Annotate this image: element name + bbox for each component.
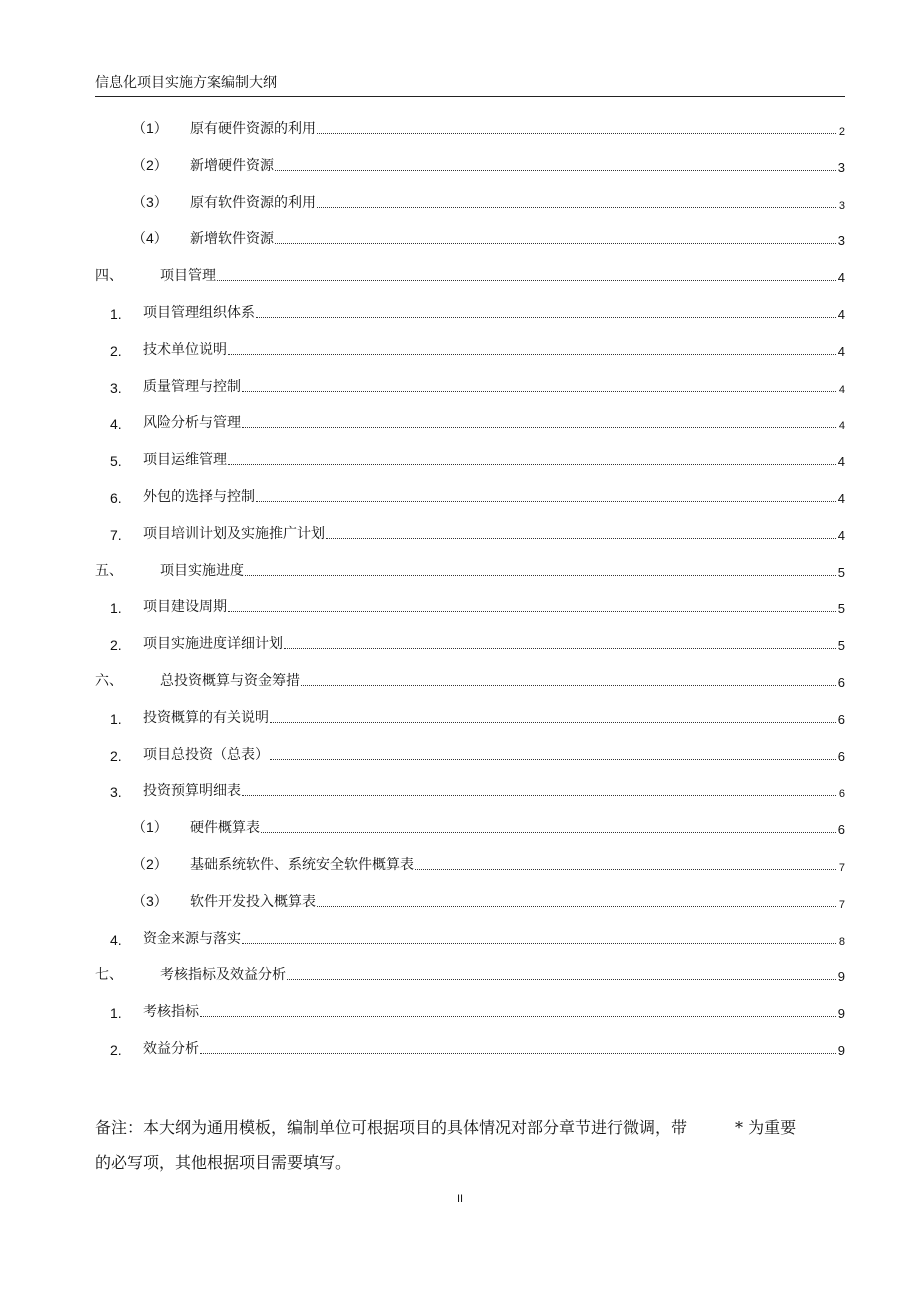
toc-entry-page: 3 <box>837 233 845 248</box>
toc-entry-number: 六、 <box>95 672 123 688</box>
toc-entry-label: 软件开发投入概算表 <box>190 894 316 910</box>
toc-entry-page: 9 <box>837 1043 845 1058</box>
toc-dot-leader <box>301 685 836 686</box>
toc-entry-page: 6 <box>837 712 845 727</box>
toc-entry[interactable] <box>110 521 845 543</box>
toc-entry[interactable] <box>110 484 845 506</box>
toc-entry-label: 考核指标及效益分析 <box>160 967 286 983</box>
toc-entry-label: 资金来源与落实 <box>143 931 241 947</box>
note-line-2: 的必写项，其他根据项目需要填写。 <box>95 1153 352 1172</box>
toc-dot-leader <box>287 979 836 980</box>
toc-entry-label: 质量管理与控制 <box>143 379 241 395</box>
toc-dot-leader <box>200 1053 836 1054</box>
toc-entry[interactable] <box>110 594 845 616</box>
toc-entry-number: 1. <box>110 1005 122 1021</box>
toc-entry-number: 7. <box>110 527 122 543</box>
toc-entry-page: 4 <box>838 420 845 432</box>
toc-entry-label: 项目管理 <box>160 268 216 284</box>
toc-entry[interactable] <box>95 668 845 690</box>
toc-dot-leader <box>284 648 836 649</box>
toc-entry-label: 项目建设周期 <box>143 599 227 615</box>
toc-dot-leader <box>256 501 836 502</box>
toc-entry-number: （3） <box>132 194 168 210</box>
toc-entry[interactable] <box>132 815 845 837</box>
toc-dot-leader <box>256 317 836 318</box>
toc-entry-page: 4 <box>837 528 845 543</box>
toc-entry-page: 6 <box>838 788 845 800</box>
toc-dot-leader <box>228 464 836 465</box>
toc-entry[interactable] <box>95 263 845 285</box>
toc-entry[interactable] <box>132 190 845 212</box>
toc-entry-page: 3 <box>837 160 845 175</box>
toc-entry[interactable] <box>110 742 845 764</box>
toc-entry[interactable] <box>95 558 845 580</box>
toc-dot-leader <box>245 575 836 576</box>
toc-entry-number: 3. <box>110 380 122 396</box>
toc-dot-leader <box>242 427 836 428</box>
toc-entry-page: 8 <box>838 936 845 948</box>
toc-entry-number: 七、 <box>95 966 123 982</box>
toc-entry-label: 总投资概算与资金筹措 <box>160 673 300 689</box>
toc-dot-leader <box>275 243 836 244</box>
toc-entry-page: 5 <box>837 565 845 580</box>
toc-entry-number: 1. <box>110 600 122 616</box>
toc-entry-label: 新增硬件资源 <box>190 158 274 174</box>
toc-entry-number: 1. <box>110 306 122 322</box>
toc-dot-leader <box>317 207 836 208</box>
toc-dot-leader <box>270 759 836 760</box>
toc-entry-label: 投资概算的有关说明 <box>143 710 269 726</box>
toc-entry[interactable] <box>110 374 845 396</box>
toc-entry-label: 风险分析与管理 <box>143 415 241 431</box>
toc-entry[interactable] <box>132 153 845 175</box>
toc-entry[interactable] <box>110 999 845 1021</box>
toc-entry-page: 9 <box>837 1006 845 1021</box>
toc-entry[interactable] <box>110 926 845 948</box>
toc-entry[interactable] <box>110 1036 845 1058</box>
toc-entry-page: 5 <box>837 601 845 616</box>
toc-entry-number: 5. <box>110 453 122 469</box>
toc-entry-page: 4 <box>838 384 845 396</box>
page-number: II <box>456 1193 464 1205</box>
toc-entry-label: 项目实施进度 <box>160 563 244 579</box>
toc-entry-number: （2） <box>132 157 168 173</box>
toc-dot-leader <box>275 170 836 171</box>
toc-entry-label: 项目实施进度详细计划 <box>143 636 283 652</box>
toc-entry-label: 考核指标 <box>143 1004 199 1020</box>
toc-dot-leader <box>200 1016 836 1017</box>
toc-dot-leader <box>326 538 836 539</box>
toc-entry-page: 4 <box>837 454 845 469</box>
toc-entry-label: 项目总投资（总表） <box>143 747 269 763</box>
toc-entry[interactable] <box>132 852 845 874</box>
toc-dot-leader <box>415 869 836 870</box>
toc-entry-page: 7 <box>838 862 845 874</box>
toc-entry-label: 新增软件资源 <box>190 231 274 247</box>
toc-dot-leader <box>217 280 836 281</box>
toc-entry[interactable] <box>132 116 845 138</box>
toc-entry-number: （2） <box>132 856 168 872</box>
toc-entry[interactable] <box>110 447 845 469</box>
toc-entry-page: 4 <box>837 307 845 322</box>
toc-entry-label: 项目培训计划及实施推广计划 <box>143 526 325 542</box>
toc-entry-number: （4） <box>132 230 168 246</box>
toc-dot-leader <box>317 133 836 134</box>
toc-entry[interactable] <box>110 410 845 432</box>
toc-entry-page: 2 <box>838 126 845 138</box>
toc-dot-leader <box>228 611 836 612</box>
toc-dot-leader <box>270 722 836 723</box>
toc-entry[interactable] <box>110 631 845 653</box>
toc-entry-page: 4 <box>837 270 845 285</box>
toc-entry-number: （1） <box>132 819 168 835</box>
toc-entry-page: 9 <box>837 969 845 984</box>
toc-dot-leader <box>261 832 836 833</box>
toc-entry-number: 3. <box>110 784 122 800</box>
toc-entry-page: 6 <box>837 749 845 764</box>
toc-entry-number: 五、 <box>95 562 123 578</box>
toc-entry-number: （3） <box>132 893 168 909</box>
toc-entry-label: 外包的选择与控制 <box>143 489 255 505</box>
toc-dot-leader <box>242 795 836 796</box>
toc-entry-number: 2. <box>110 637 122 653</box>
toc-entry[interactable] <box>110 300 845 322</box>
toc-entry-number: （1） <box>132 120 168 136</box>
toc-entry[interactable] <box>132 889 845 911</box>
toc-entry-label: 投资预算明细表 <box>143 783 241 799</box>
toc-entry-number: 四、 <box>95 267 123 283</box>
toc-entry-number: 2. <box>110 1042 122 1058</box>
toc-entry-label: 项目管理组织体系 <box>143 305 255 321</box>
toc-entry-page: 7 <box>838 899 845 911</box>
toc-dot-leader <box>242 943 836 944</box>
toc-entry[interactable] <box>132 226 845 248</box>
toc-entry-number: 4. <box>110 932 122 948</box>
toc-entry-label: 硬件概算表 <box>190 820 260 836</box>
toc-entry-page: 6 <box>837 822 845 837</box>
toc-entry-number: 6. <box>110 490 122 506</box>
toc-entry-page: 6 <box>837 675 845 690</box>
document-header-title: 信息化项目实施方案编制大纲 <box>95 75 277 91</box>
note-paragraph <box>95 1110 845 1180</box>
toc-entry-page: 4 <box>837 344 845 359</box>
toc-entry-number: 2. <box>110 748 122 764</box>
toc-entry-label: 原有软件资源的利用 <box>190 195 316 211</box>
toc-dot-leader <box>242 391 836 392</box>
toc-dot-leader <box>317 906 836 907</box>
toc-entry[interactable] <box>110 337 845 359</box>
note-line-1: 备注：本大纲为通用模板，编制单位可根据项目的具体情况对部分章节进行微调，带 * 为重要 <box>95 1118 797 1137</box>
toc-entry-page: 3 <box>838 200 845 212</box>
toc-entry-label: 基础系统软件、系统安全软件概算表 <box>190 857 414 873</box>
toc-entry-number: 1. <box>110 711 122 727</box>
toc-entry[interactable] <box>110 705 845 727</box>
toc-entry[interactable] <box>95 962 845 984</box>
toc-entry-page: 4 <box>837 491 845 506</box>
toc-entry-label: 原有硬件资源的利用 <box>190 121 316 137</box>
toc-entry[interactable] <box>110 778 845 800</box>
toc-entry-number: 2. <box>110 343 122 359</box>
toc-entry-page: 5 <box>837 638 845 653</box>
toc-dot-leader <box>228 354 836 355</box>
toc-entry-label: 项目运维管理 <box>143 452 227 468</box>
toc-entry-number: 4. <box>110 416 122 432</box>
toc-entry-label: 技术单位说明 <box>143 342 227 358</box>
toc-entry-label: 效益分析 <box>143 1041 199 1057</box>
